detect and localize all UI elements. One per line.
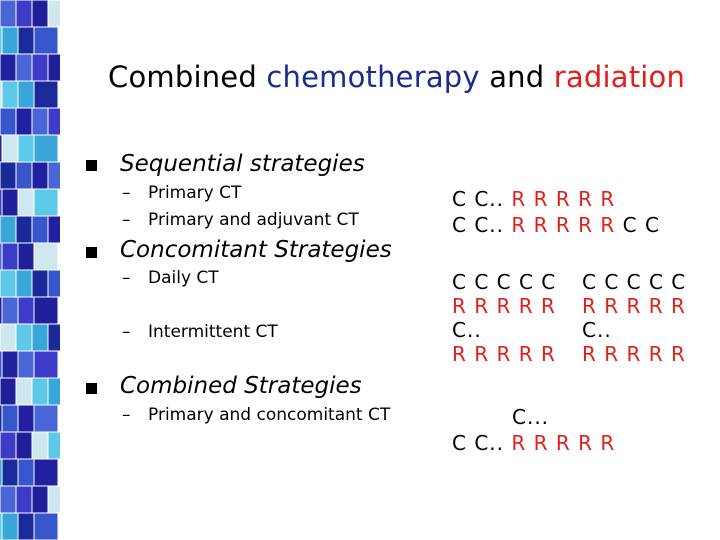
schedule-combined — [452, 404, 615, 456]
title-word-combined: Combined — [108, 60, 267, 94]
chemo-code: C C.. — [452, 431, 512, 455]
chemo-code: C C C C C — [582, 270, 687, 294]
strip-block — [34, 513, 58, 540]
strip-block — [48, 432, 60, 459]
strip-block — [34, 135, 58, 162]
strip-block — [48, 0, 60, 27]
schedule-intermittent — [582, 270, 686, 366]
radiation-code: R R R R R — [582, 342, 686, 366]
radiation-code: R R R R R — [511, 187, 616, 211]
item-label: Primary and adjuvant CT — [148, 210, 359, 230]
chemo-code: C.. — [452, 318, 482, 342]
item-label: Primary and concomitant CT — [148, 405, 391, 425]
decorative-color-strip — [0, 0, 60, 540]
strip-block — [48, 486, 60, 513]
item-primary-and-concomitant-ct — [122, 405, 390, 425]
bullet-square-icon — [86, 383, 97, 394]
item-label: Primary CT — [148, 183, 242, 203]
item-intermittent-ct — [122, 322, 278, 342]
item-primary-ct — [122, 183, 241, 203]
title-word-radiation: radiation — [553, 60, 686, 94]
strip-block — [48, 378, 60, 405]
strip-block — [48, 162, 60, 189]
strip-block — [34, 243, 58, 270]
bullet-square-icon — [86, 247, 97, 258]
dash-icon: – — [122, 268, 131, 288]
strip-block — [34, 459, 58, 486]
schedule-primary-adjuvant — [452, 213, 660, 237]
item-label: Intermittent CT — [148, 322, 278, 342]
heading-combined-strategies: Combined Strategies — [120, 373, 362, 399]
strip-block — [34, 81, 58, 108]
strip-block — [48, 270, 60, 297]
item-primary-and-adjuvant-ct — [122, 210, 359, 230]
slide-title — [108, 60, 708, 94]
dash-icon: – — [122, 322, 131, 342]
chemo-code: C... — [512, 405, 550, 429]
chemo-code: C C — [615, 213, 660, 237]
bullet-square-icon — [86, 160, 97, 171]
strip-block — [34, 189, 58, 216]
radiation-code: R R R R R — [452, 294, 556, 318]
schedule-primary-ct — [452, 187, 615, 211]
dash-icon: – — [122, 405, 131, 425]
strip-block — [48, 324, 60, 351]
heading-concomitant-strategies: Concomitant Strategies — [120, 237, 392, 263]
strip-block — [34, 27, 58, 54]
dash-icon: – — [122, 210, 131, 230]
schedule-daily — [452, 270, 556, 366]
chemo-code: C C C C C — [452, 270, 557, 294]
radiation-code: R R R R R — [582, 294, 686, 318]
item-label: Daily CT — [148, 268, 219, 288]
strip-block — [48, 54, 60, 81]
chemo-code: C C.. — [452, 213, 512, 237]
item-daily-ct — [122, 268, 219, 288]
strip-block — [34, 297, 58, 324]
chemo-code: C.. — [582, 318, 612, 342]
heading-sequential-strategies: Sequential strategies — [120, 151, 365, 177]
strip-block — [48, 108, 60, 135]
title-word-and: and — [479, 60, 554, 94]
chemo-code: C C.. — [452, 187, 512, 211]
strip-block — [34, 351, 58, 378]
strip-block — [34, 405, 58, 432]
title-word-chemotherapy: chemotherapy — [266, 60, 480, 94]
strip-block — [48, 216, 60, 243]
radiation-code: R R R R R — [511, 431, 616, 455]
radiation-code: R R R R R — [452, 342, 556, 366]
dash-icon: – — [122, 183, 131, 203]
radiation-code: R R R R R — [511, 213, 616, 237]
